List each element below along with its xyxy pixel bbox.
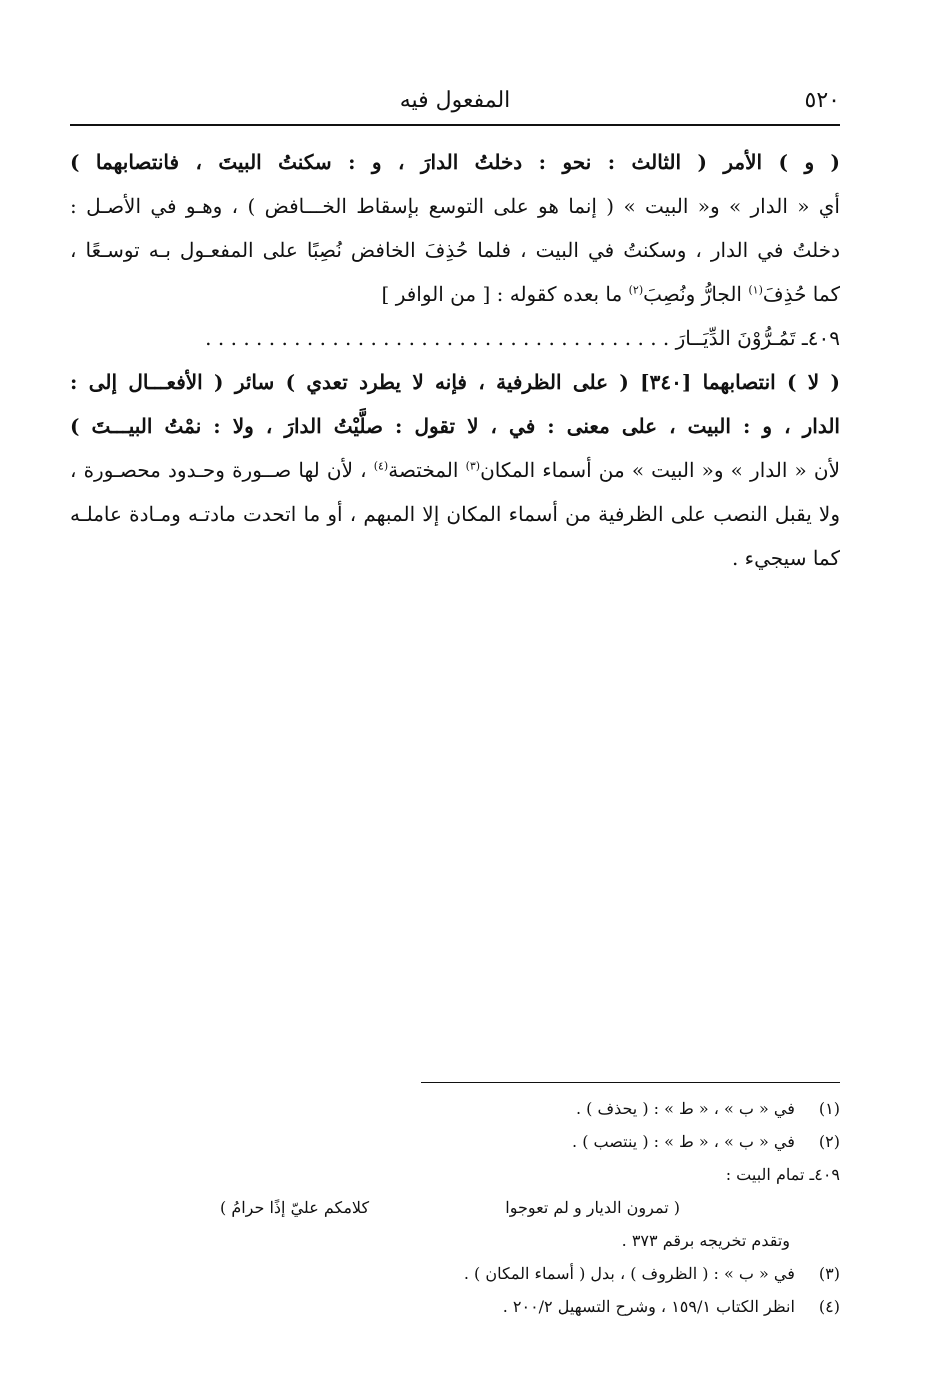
footnote-text: في « ب » : ( الظروف ) ، بدل ( أسماء المكان ) . [463,1264,795,1283]
footnote-number: (١) [818,1099,840,1118]
footnote-number: (٢) [818,1132,840,1151]
verse-line [70,316,840,360]
text-line-7: الدار ، و : البيت ، على معنى : في ، لا تقول : صلَّيْتُ الدارَ ، ولا : نمْتُ البيـــتَ ) [70,414,840,438]
footnotes [70,1092,840,1323]
footnote-4 [70,1290,840,1323]
footnote-text: في « ب » ، « ط » : ( يحذف ) . [575,1099,795,1118]
footnote-409-ref [70,1224,840,1257]
text-line-9: ولا يقبل النصب على الظرفية من أسماء المكان إلا المبهم ، أو ما اتحدت مادتـه ومـادة عاملـه [70,502,840,526]
text-line-4: كما حُذِفَ$^{(١)}$ الجارُّ ونُصِبَ$^{(٢)}$ ما بعده كقوله : [ من الوافر ] [381,282,840,306]
text-line-1: ( و ) الأمر ( الثالث : نحو : دخلتُ الدارَ ، و : سكنتُ البيتَ ، فانتصابهما ) [70,150,840,174]
page-number: ٥٢٠ [804,88,840,113]
footnote-3 [70,1257,840,1290]
footnote-2 [70,1125,840,1158]
text-line-10: كما سيجيء . [731,546,840,570]
footnote-409 [70,1158,840,1191]
verse-ellipsis: . . . . . . . . . . . . . . . . . . . . . . . . . . . . . . . . . . . . . [205,326,670,350]
running-title: المفعول فيه [399,88,511,113]
text-line-6: ( لا ) انتصابهما [٣٤٠] ( على الظرفية ، فإنه لا يطرد تعدي ) سائر ( الأفعـــال إلى : [70,370,840,394]
footnote-text: ٤٠٩ـ تمام البيت : [725,1165,840,1184]
footnote-verse [70,1191,840,1224]
page-header [70,86,840,126]
footnote-text: وتقدم تخريجه برقم ٣٧٣ . [621,1231,790,1250]
footnote-ref-4[interactable]: (٤) [373,459,389,473]
verse-second-half: كلامكم عليّ إذًا حرامُ ) [220,1198,370,1217]
verse-first-half: ( تمرون الديار و لم تعوجوا [505,1198,680,1217]
footnote-ref-1[interactable]: (١) [748,283,763,297]
footnote-ref-3[interactable]: (٣) [465,459,481,473]
footnote-divider [421,1082,840,1083]
text-line-2: أي « الدار » و« البيت » ( إنما هو على التوسع بإسقاط الخـــافض ) ، وهـو في الأصـل : [70,194,840,218]
text-line-3: دخلتُ في الدار ، وسكنتُ في البيت ، فلما حُذِفَ الخافض نُصِبًا على المفعـول بـه توسـعًا ، [70,238,840,262]
main-text [70,140,840,580]
footnote-number: (٣) [818,1264,840,1283]
footnote-text: انظر الكتاب ١٥٩/١ ، وشرح التسهيل ٢٠٠/٢ . [502,1297,795,1316]
footnote-1 [70,1092,840,1125]
text-line-8: لأن « الدار » و« البيت » من أسماء المكان$^{(٣)}$ المختصة$^{(٤)}$ ، لأن لها صــورة وحـدود محصـورة ، [70,458,840,482]
verse-text: تَمُـرُّوْنَ الدِّيَــارَ [675,326,802,350]
footnote-text: في « ب » ، « ط » : ( ينتصب ) . [572,1132,795,1151]
footnote-number: (٤) [818,1297,840,1316]
verse-number: ٤٠٩ـ [801,326,840,350]
footnote-ref-2[interactable]: (٢) [628,283,644,297]
